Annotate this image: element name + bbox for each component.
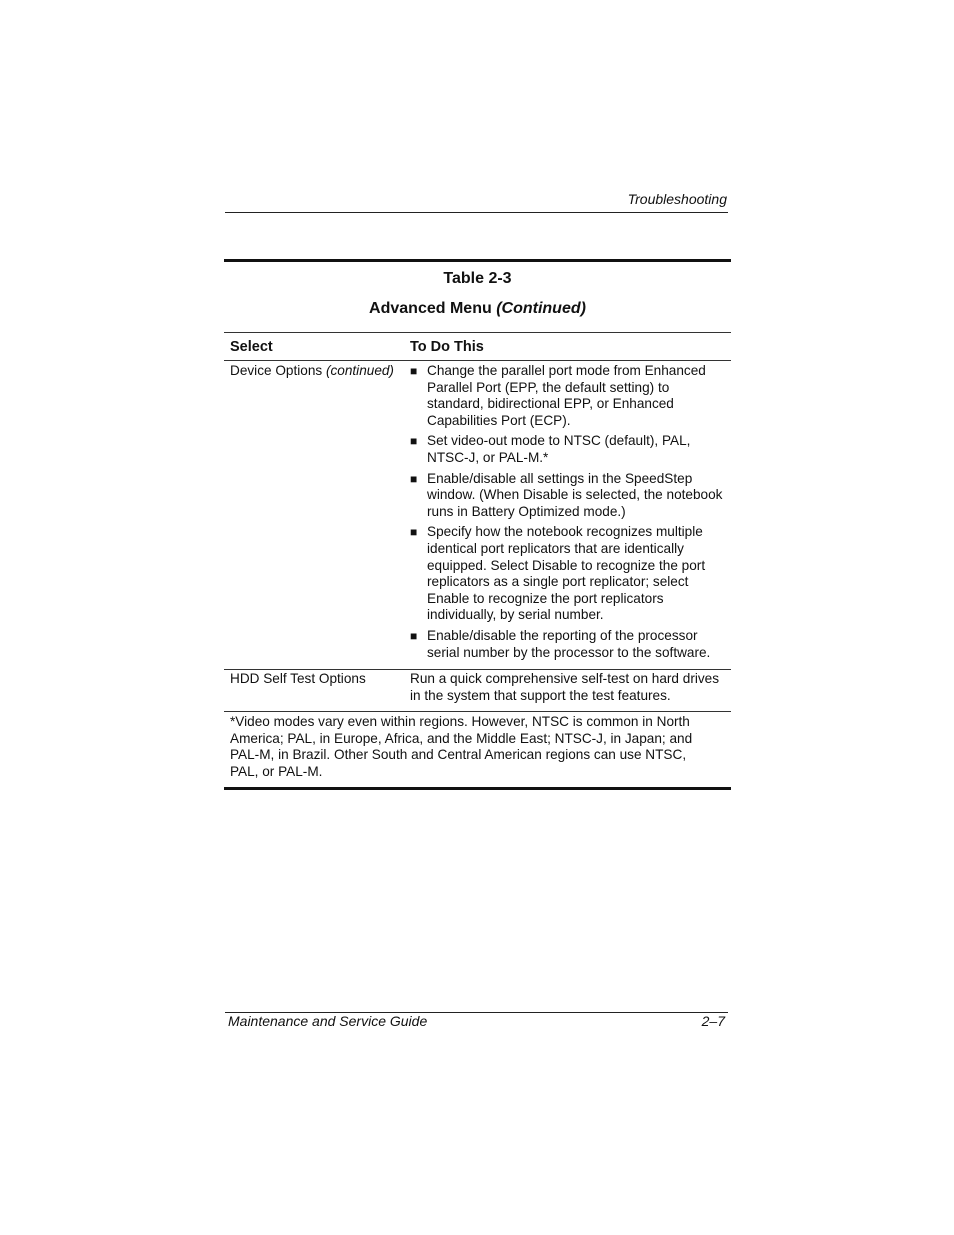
bullet-text: Specify how the notebook recognizes multiple identical port replicators that are identically equipped. Select Disable to recognize the port replicators as a single port replicator; select Enable to recognize the port replicators individually, by serial number. <box>427 524 706 623</box>
cell-todo: Run a quick comprehensive self-test on hard drives in the system that support the test features. <box>410 671 720 703</box>
cell-select: HDD Self Test Options <box>230 671 366 687</box>
table-title-text: Advanced Menu <box>369 300 492 317</box>
cell-select <box>224 363 410 661</box>
bullet-text: Enable/disable all settings in the SpeedStep window. (When Disable is selected, the notebook runs in Battery Optimized mode.) <box>427 470 723 519</box>
cell-select-suffix: (continued) <box>325 363 394 378</box>
table-row-hdd-self-test <box>224 670 731 712</box>
cell-todo <box>410 363 731 661</box>
list-item <box>410 524 725 624</box>
advanced-menu-table <box>224 259 731 790</box>
square-bullet-icon: ■ <box>410 364 418 378</box>
header-rule <box>225 212 728 213</box>
square-bullet-icon: ■ <box>410 434 418 449</box>
list-item <box>410 433 725 466</box>
footer-title: Maintenance and Service Guide <box>228 1013 428 1029</box>
page-number: 2–7 <box>701 1013 725 1029</box>
list-item <box>410 628 725 661</box>
table-title <box>224 300 731 322</box>
list-item <box>410 363 725 429</box>
header-select: Select <box>230 338 273 355</box>
table-header-row <box>224 332 731 361</box>
square-bullet-icon: ■ <box>410 471 418 486</box>
list-item <box>410 471 725 521</box>
bullet-text: Set video-out mode to NTSC (default), PAL, NTSC-J, or PAL-M.* <box>427 433 691 465</box>
header-todo: To Do This <box>410 338 484 355</box>
table-row-device-options <box>224 361 731 670</box>
table-title-suffix: (Continued) <box>496 300 586 317</box>
running-head: Troubleshooting <box>627 191 727 207</box>
bullet-text: Enable/disable the reporting of the processor serial number by the processor to the software. <box>427 627 711 660</box>
bullet-list <box>410 363 725 661</box>
bullet-text: Change the parallel port mode from Enhanced Parallel Port (EPP, the default setting) to standard, bidirectional EPP, or Enhanced Capabilities Port (ECP). <box>427 363 706 428</box>
cell-select-text: Device Options <box>230 363 326 378</box>
table-number: Table 2-3 <box>443 270 512 287</box>
square-bullet-icon: ■ <box>410 628 418 643</box>
square-bullet-icon: ■ <box>410 525 418 540</box>
table-footnote: *Video modes vary even within regions. However, NTSC is common in North America; PAL, in Europe, Africa, and the Middle East; NTSC-J, in Japan; and PAL-M, in Brazil. Other South and Central American regions can use NTSC, PAL, or PAL-M. <box>230 714 693 780</box>
